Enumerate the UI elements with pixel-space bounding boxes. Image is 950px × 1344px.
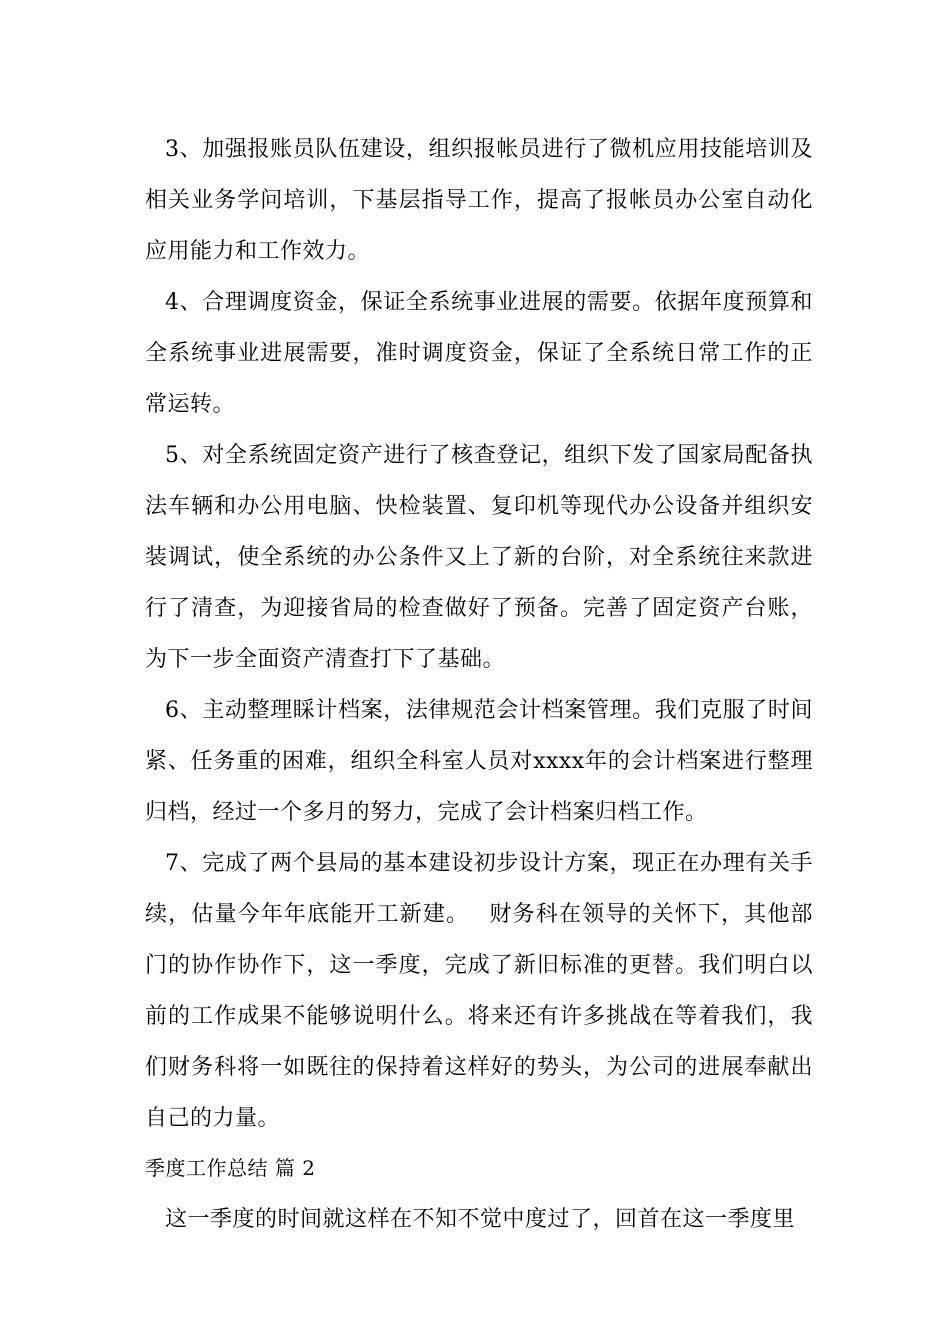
section-intro-paragraph: 这一季度的时间就这样在不知不觉中度过了，回首在这一季度里: [165, 1207, 796, 1232]
paragraph-item-5: 5、对全系统固定资产进行了核查登记，组织下发了国家局配备执法车辆和办公用电脑、快检装置、复印机等现代办公设备并组织安装调试，使全系统的办公条件又上了新的台阶，对全系统往来款进行了清查，为迎接省局的检查做好了预备。完善了固定资产台账，为下一步全面资产清查打下了基础。: [145, 443, 813, 672]
section-heading: 季度工作总结 篇 2: [145, 1156, 316, 1180]
paragraph-item-7: 7、完成了两个县局的基本建设初步设计方案，现正在办理有关手续，估量今年年底能开工新建。 财务科在领导的关怀下，其他部门的协作协作下，这一季度，完成了新旧标准的更替。我们明白以前的工作成果不能够说明什么。将来还有许多挑战在等着我们，我们财务科将一如既往的保持着这样好的势头，为公司的进展奉献出自己的力量。: [145, 851, 813, 1131]
paragraph-item-3: 3、加强报账员队伍建设，组织报帐员进行了微机应用技能培训及相关业务学问培训，下基层指导工作，提高了报帐员办公室自动化应用能力和工作效力。: [145, 137, 813, 264]
document-body: [145, 124, 813, 1245]
paragraph-item-6: 6、主动整理睬计档案，法律规范会计档案管理。我们克服了时间紧、任务重的困难，组织全科室人员对xxxx年的会计档案进行整理归档，经过一个多月的努力，完成了会计档案归档工作。: [145, 698, 813, 825]
paragraph-item-4: 4、合理调度资金，保证全系统事业进展的需要。依据年度预算和全系统事业进展需要，准时调度资金，保证了全系统日常工作的正常运转。: [145, 290, 813, 417]
